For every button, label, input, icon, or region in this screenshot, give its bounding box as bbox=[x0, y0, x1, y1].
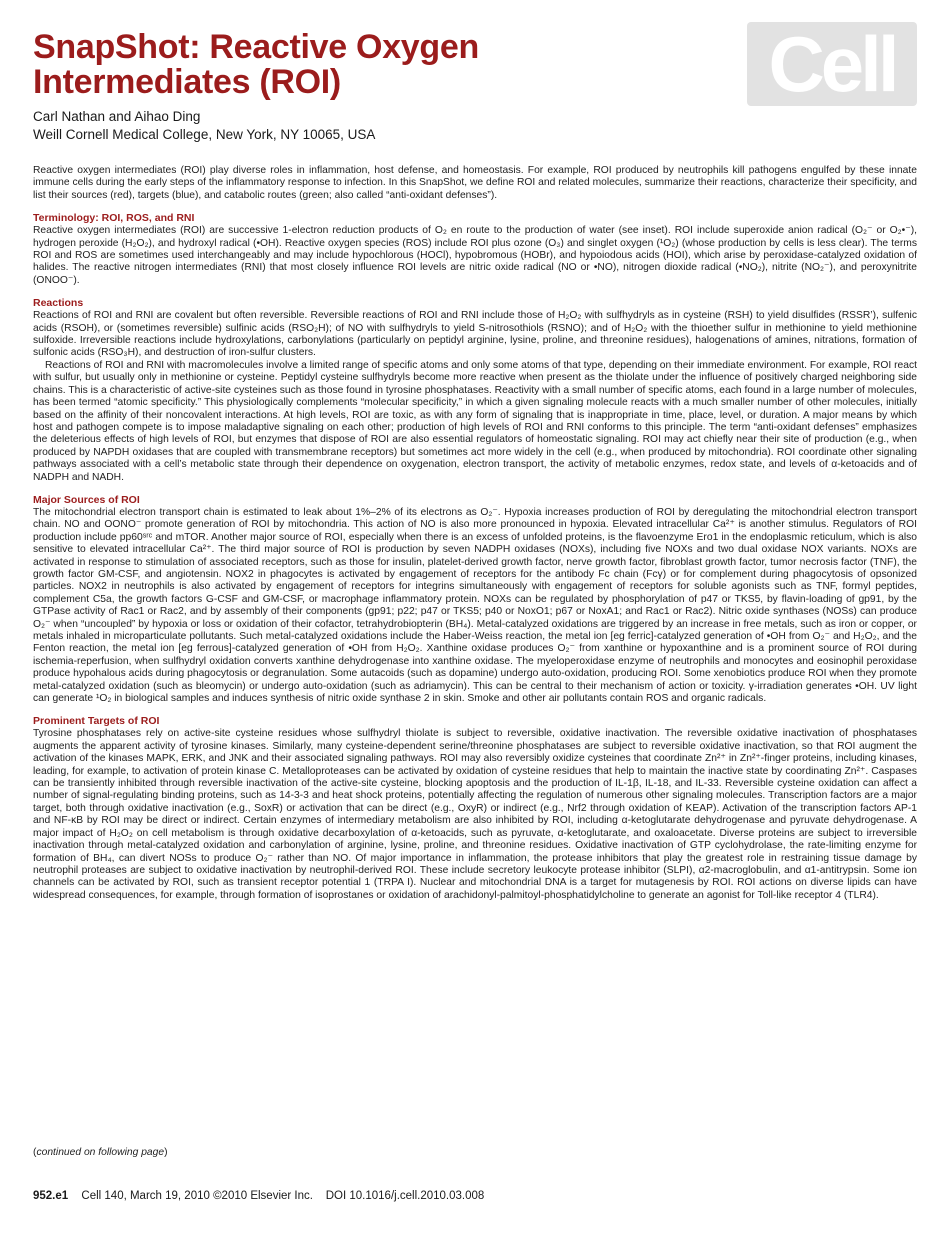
citation: Cell 140, March 19, 2010 ©2010 Elsevier Inc. DOI 10.1016/j.cell.2010.03.008 bbox=[81, 1190, 485, 1202]
author-block bbox=[33, 108, 375, 144]
section-heading: Terminology: ROI, ROS, and RNI bbox=[33, 212, 195, 225]
continued-text: continued on following page bbox=[36, 1147, 165, 1158]
authors: Carl Nathan and Aihao Ding bbox=[33, 109, 201, 124]
section-paragraph: Tyrosine phosphatases rely on active-site cysteine residues whose sulfhydryl thiolate is subject to reversible, oxidative inactivation. The reversible oxidative inactivation of phosphatases augments the apparent activity of tyrosine kinases. Similarly, many cysteine-dependent serine/threonine phosphatases are subject to reversible oxidative inactivation, so that ROI augment the activation of the kinases MAPK, ERK, and JNK and their associated signaling pathways. ROI may also reversibly oxidize cysteines that coordinate Zn²⁺ in Zn²⁺-finger proteins, including kinases, leading, for example, to activation of protein kinase C. Metalloproteases can be activated by oxidation of cysteine residues that help to maintain the inactive state by coordinating Zn²⁺. Caspases can be transiently inhibited through reversible inactivation of the active-site cysteine, blocking apoptosis and the production of IL-1β, IL-18, and IL-33. Reversible cysteine oxidation can affect a number of signal-regulating binding proteins, such as 14-3-3 and heat shock proteins, potentially affecting the regulation of numerous other signaling molecules. Transcription factors are a major target, both through oxidative inactivation (e.g., SoxR) or activation that can be direct (e.g., OxyR) or indirect (e.g., Nrf2 through oxidation of KEAP). Activation of the transcription factors AP-1 and NF-κB by ROI may be direct or indirect. Certain enzymes of intermediary metabolism are also inhibited by ROI, including α-ketoglutarate dehydrogenase and pyruvate dehydrogenase. A major impact of H₂O₂ on cell metabolism is through oxidative decarboxylation of α-ketoacids, such as pyruvate, α-ketoglutarate, and oxaloacetate. Diverse proteins are subject to irreversible inactivation through metal-catalyzed oxidation and carbonylation of arginine, lysine, proline, and threonine residues. Oxidative inactivation of GTP cyclohydrolase, the rate-limiting enzyme for formation of BH₄, can divert NOSs to produce O₂⁻ rather than NO. Of major importance in inflammation, the protease inhibitors that play the greatest role in restraining tissue damage by neutrophil proteases are subject to oxidative inactivation by neutrophil-derived ROI. These include secretory leukocyte protease inhibitor (SLPI), α2-macroglobulin, and α1-antitrypsin. Some ion channels can be activated by ROI, such as transient receptor potential 1 (TRPA I). Nuclear and mitochondrial DNA is a target for mutagenesis by ROI. ROI actions on diverse lipids can have widespread consequences, for example, through formation of isoprostanes or oxidation of arachidonyl-palmitoyl-phosphatidylcholine to generate an agonist for Toll-like receptor 4 (TLR4). bbox=[33, 728, 917, 901]
section-terminology bbox=[33, 212, 917, 287]
affiliation: Weill Cornell Medical College, New York, NY 10065, USA bbox=[33, 127, 376, 142]
cell-logo bbox=[747, 22, 917, 106]
page-number: 952.e1 bbox=[33, 1190, 69, 1202]
section-paragraph: The mitochondrial electron transport chain is estimated to leak about 1%–2% of its electrons as O₂⁻. Hypoxia increases production of ROI by deregulating the mitochondrial electron transport chain. NO and OONO⁻ promote generation of ROI by mitochondria. This action of NO is also more pronounced in hypoxia. Elevated intracellular Ca²⁺ is another stimulus. Regulators of ROI production include pp60ˢʳᶜ and mTOR. Another major source of ROI, especially when there is an excess of unfolded proteins, is the flavoenzyme Ero1 in the endoplasmic reticulum, which is also sensitive to elevated intracellular Ca²⁺. The third major source of ROI is production by seven NADPH oxidases (NOXs), including five NOXs and two dual oxidase NOX variants. NOXs are activated in response to stimulation of associated receptors, such as those for insulin, platelet-derived growth factor, nerve growth factor, fibroblast growth factor, tumor necrosis factor (TNF), the growth factor GM-CSF, and angiotensin. NOX2 in phagocytes is activated by engagement of receptors for the antibody Fc chain (Fcγ) or for complement during phagocytosis of opsonized particles. NOX2 in neutrophils is also activated by engagement of receptors for integrins simultaneously with engagement of receptors for soluble agonists such as TNF, formyl peptides, complement C5a, the growth factors G-CSF and GM-CSF, or macrophage inflammatory protein. NOXs can be regulated by phosphorylation of p47 or TKS5, by flavin-loading of gp91, by the GTPase activity of Rac1 or Rac2, and by assembly of their components (gp91; p22; p47 or TKS5; p40 or NoxO1; p67 or NoxA1; and Rac1 or Rac2). Nitric oxide synthases (NOSs) can produce O₂⁻ when “uncoupled” by hypoxia or loss or oxidation of their cofactor, tetrahydrobiopterin (BH₄). Metal-catalyzed oxidations are triggered by an increase in free metals, such as iron or copper, or metals inhaled in microparticulate pollutants. Such metal-catalyzed oxidations include the Haber-Weiss reaction, the metal ion [eg ferric]-catalyzed generation of •OH from O₂⁻ and H₂O₂, and the Fenton reaction, the metal ion [eg ferrous]-catalyzed generation of •OH from H₂O₂. Xanthine oxidase produces O₂⁻ from xanthine or hypoxanthine and is a prominent source of ROI during ischemia-reperfusion, when sulfhydryl oxidation converts xanthine dehydrogenase into xanthine oxidase. The myeloperoxidase enzyme of neutrophils and monocytes and eosinophil peroxidase produce hypohalous acids during phagocytosis or degranulation. Some autacoids (such as dopamine) undergo auto-oxidation, producing ROI. Some xenobiotics produce ROI when they promote metal-catalyzed oxidation (such as bleomycin) or undergo auto-oxidation (such as adriamycin). This can be central to their mechanism of action or toxicity. γ-irradiation generates •OH. UV light can generate ¹O₂ in biological samples and induces synthesis of nitric oxide synthase 2 in skin. Smoke and other air pollutants contain ROS and organic radicals. bbox=[33, 506, 917, 705]
section-heading: Reactions bbox=[33, 297, 84, 310]
logo-text: Cell bbox=[768, 20, 896, 108]
continued-close-paren: ) bbox=[164, 1147, 168, 1158]
article-body bbox=[33, 165, 917, 902]
section-paragraph: Reactive oxygen intermediates (ROI) are successive 1-electron reduction products of O₂ en route to the production of water (see inset). ROI include superoxide anion radical (O₂⁻ or O₂•⁻), hydrogen peroxide (H₂O₂), and hydroxyl radical (•OH). Reactive oxygen species (ROS) include ROI plus ozone (O₃) and singlet oxygen (¹O₂) (whose production by cells is less clear). The terms ROI and ROS are sometimes used interchangeably and may include hypochlorous (HOCl), hypobromous (HOBr), and hypoiodous acids (HOI), which arise by peroxidase-catalyzed oxidation of halides. The reactive nitrogen intermediates (RNI) that most closely influence ROI levels are nitric oxide radical (NO or •NO), nitrogen dioxide radical (•NO₂), nitrite (NO₂⁻), and peroxynitrite (ONOO⁻). bbox=[33, 225, 917, 286]
page-title bbox=[33, 30, 733, 100]
section-heading: Major Sources of ROI bbox=[33, 493, 140, 506]
title-line-1: SnapShot: Reactive Oxygen bbox=[33, 28, 479, 66]
continued-note bbox=[33, 1147, 168, 1158]
section-paragraph: Reactions of ROI and RNI with macromolecules involve a limited range of specific atoms and only some atoms of that type, depending on their immediate environment. For example, ROI react with sulfur, but usually only in methionine or cysteine. Peptidyl cysteine sulfhydryls become more reactive when present as the thiolate under the influence of positively charged neighboring side chains. This is a characteristic of active-site cysteines such as those found in tyrosine phosphatases. Reactivity with a small number of specific atoms, each found in a large number of molecules, has been termed “atomic specificity.” This physiologically complements “molecular specificity,” in which a given signaling molecule reacts with a much smaller number of other molecules, initially based on the affinity of their noncovalent interactions. At high levels, ROI are toxic, as with any form of signaling that is inappropriate in time, place, level, or duration. A major means by which host and pathogen compete is to impose maladaptive signaling on each other; production of high levels of ROI and RNI conforms to this principle. The term “anti-oxidant defenses” emphasizes the deleterious effects of high levels of ROI, but enzymes that dispose of ROI are also essential regulators of homeostatic signaling. ROI may act chiefly near their site of production (e.g., when produced by NAPDH oxidases that are coupled with transmembrane receptors) but sometimes act more widely in the cell (e.g., when produced by mitochondria). ROI coordinate other signaling pathways associated with a cell’s metabolic state through their dependence on oxygenation, electron transport, the activity of metabolic enzymes, redox state, and levels of α-ketoacids and of NADPH and NADH. bbox=[33, 359, 917, 483]
section-major-sources bbox=[33, 494, 917, 706]
intro-paragraph: Reactive oxygen intermediates (ROI) play diverse roles in inflammation, host defense, and homeostasis. For example, ROI produced by neutrophils kill pathogens engulfed by these innate immune cells during the early steps of the inflammatory response to infection. In this SnapShot, we define ROI and related molecules, summarize their reactions, characterize their specificity, and list their sources (red), targets (blue), and catabolic routes (green; also called “anti-oxidant defenses”). bbox=[33, 165, 917, 201]
section-reactions bbox=[33, 297, 917, 484]
continued-open-paren: ( bbox=[33, 1147, 37, 1158]
section-heading: Prominent Targets of ROI bbox=[33, 715, 160, 728]
section-paragraph: Reactions of ROI and RNI are covalent but often reversible. Reversible reactions of ROI and RNI include those of H₂O₂ with sulfhydryls as in cysteine (RSH) to yield disulfides (RSSR’), sulfenic acids (RSOH), or (sometimes reversible) sulfinic acids (RSO₂H); of NO with sulfhydryls to yield S-nitrosothiols (RSNO); and of H₂O₂ with the thioether sulfur in methionine to yield methionine sulfoxide. Irreversible reactions include hydroxylations, carbonylations (particularly on peptidyl arginine, lysine, proline, and threonine residues), halogenations of amines, nitrations, formation of sulfonic acids (RSO₃H), and destruction of iron-sulfur clusters. bbox=[33, 310, 917, 359]
page-footer bbox=[33, 1190, 484, 1202]
title-line-2: Intermediates (ROI) bbox=[33, 63, 341, 101]
section-prominent-targets bbox=[33, 715, 917, 902]
